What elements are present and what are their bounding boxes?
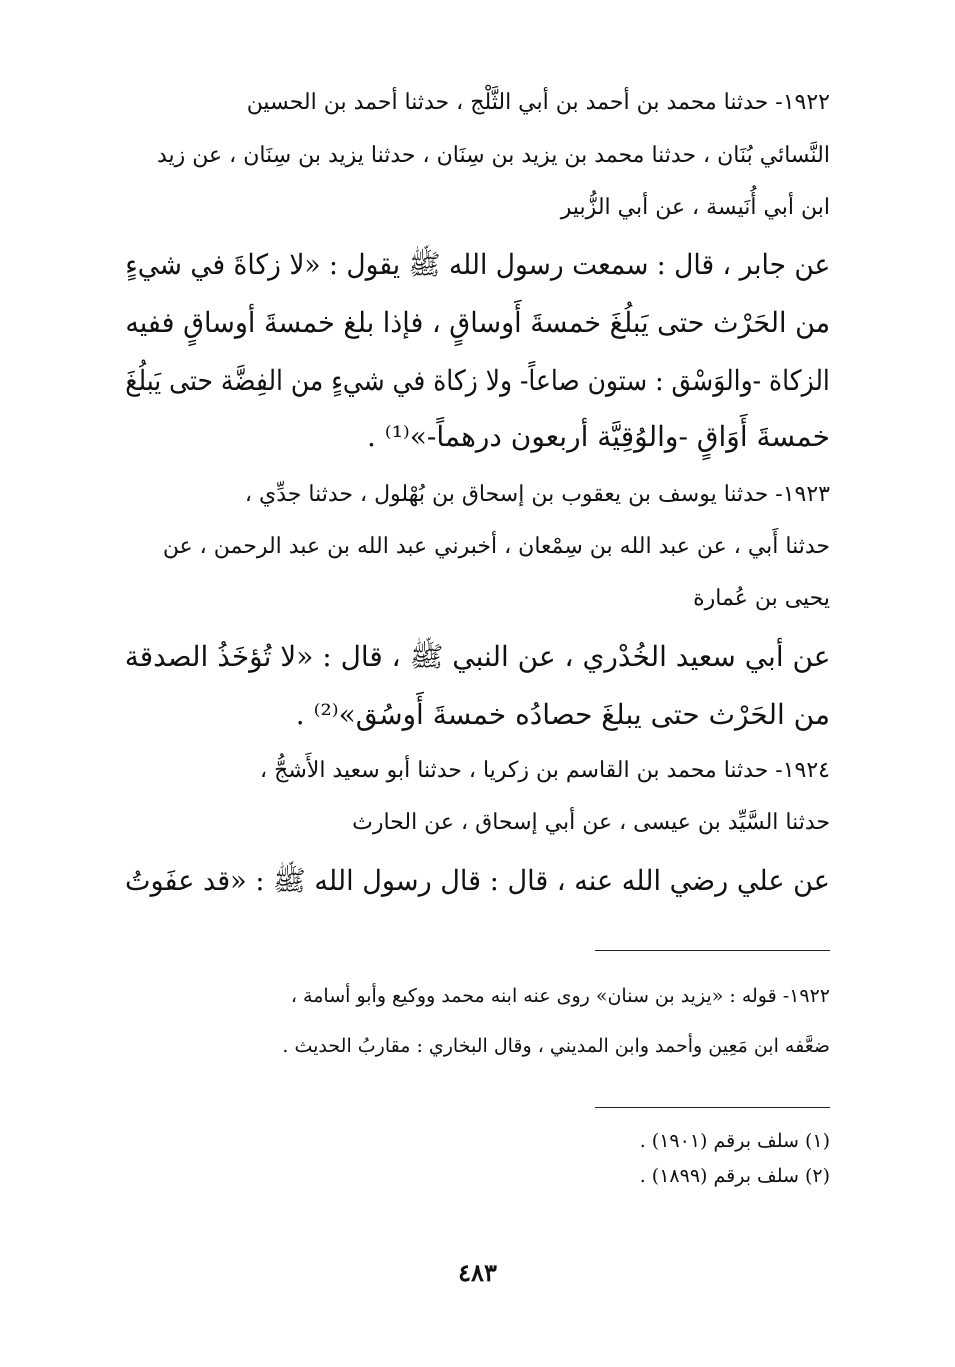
hadith-1923-isnad-line-3: يحيى بن عُمارة bbox=[693, 586, 830, 611]
hadith-1922-isnad-line-2: النَّسائي بُنَان ، حدثنا محمد بن يزيد بن سِنَان ، حدثنا يزيد بن سِنَان ، عن زيد bbox=[156, 143, 830, 168]
hadith-1922-matn-line-3: الزكاة -والوَسْق : ستون صاعاً- ولا زكاة في شيءٍ من الفِضَّة حتى يَبلُغَ bbox=[125, 364, 830, 397]
hadith-1923-isnad-line-1: ١٩٢٣- حدثنا يوسف بن يعقوب بن إسحاق بن بُهْلول ، حدثنا جدِّي ، bbox=[244, 482, 830, 507]
hadith-1922-isnad-line-1: ١٩٢٢- حدثنا محمد بن أحمد بن أبي الثَّلْج ، حدثنا أحمد بن الحسين bbox=[246, 90, 830, 115]
hadith-1924-isnad-line-1: ١٩٢٤- حدثنا محمد بن القاسم بن زكريا ، حدثنا أبو سعيد الأَشجُّ ، bbox=[260, 758, 830, 783]
hadith-1922-isnad-line-3: ابن أبي أُنَيسة ، عن أبي الزُّبير bbox=[560, 195, 830, 220]
hadith-1924-isnad-line-2: حدثنا السَّيِّد بن عيسى ، عن أبي إسحاق ، عن الحارث bbox=[352, 810, 830, 835]
commentary-line-2: ضعَّفه ابن مَعِين وأحمد وابن المديني ، وقال البخاري : مقاربُ الحديث . bbox=[282, 1035, 830, 1057]
hadith-1923-isnad-line-2: حدثنا أَبي ، عن عبد الله بن سِمْعان ، أخبرني عبد الله بن عبد الرحمن ، عن bbox=[162, 534, 830, 559]
commentary-line-1: ١٩٢٢- قوله : «يزيد بن سنان» روى عنه ابنه محمد ووكيع وأبو أسامة ، bbox=[290, 985, 830, 1007]
footnote-2: (٢) سلف برقم (١٨٩٩) . bbox=[639, 1165, 830, 1187]
hadith-1924-matn-line-1: عن علي رضي الله عنه ، قال : قال رسول الله ﷺ : «قد عفَوتُ bbox=[125, 864, 830, 897]
commentary-divider bbox=[595, 950, 830, 951]
footnotes-divider bbox=[595, 1107, 830, 1108]
page-number: ٤٨٣ bbox=[458, 1258, 497, 1287]
hadith-1922-matn-line-2: من الحَرْث حتى يَبلُغَ خمسةَ أَوساقٍ ، فإذا بلغ خمسةَ أوساقٍ ففيه bbox=[125, 306, 830, 339]
hadith-1922-matn-line-4: خمسةَ أَوَاقٍ -والوُقِيَّة أربعون درهماً-»⁽¹⁾ . bbox=[367, 420, 830, 453]
hadith-1923-matn-line-1: عن أبي سعيد الخُدْري ، عن النبي ﷺ ، قال : «لا تُؤخَذُ الصدقة bbox=[124, 640, 830, 673]
hadith-1923-matn-line-2: من الحَرْث حتى يبلغَ حصادُه خمسةَ أَوسُق»⁽²⁾ . bbox=[295, 698, 830, 731]
footnote-1: (١) سلف برقم (١٩٠١) . bbox=[639, 1130, 830, 1152]
hadith-1922-matn-line-1: عن جابر ، قال : سمعت رسول الله ﷺ يقول : «لا زكاةَ في شيءٍ bbox=[124, 248, 830, 281]
